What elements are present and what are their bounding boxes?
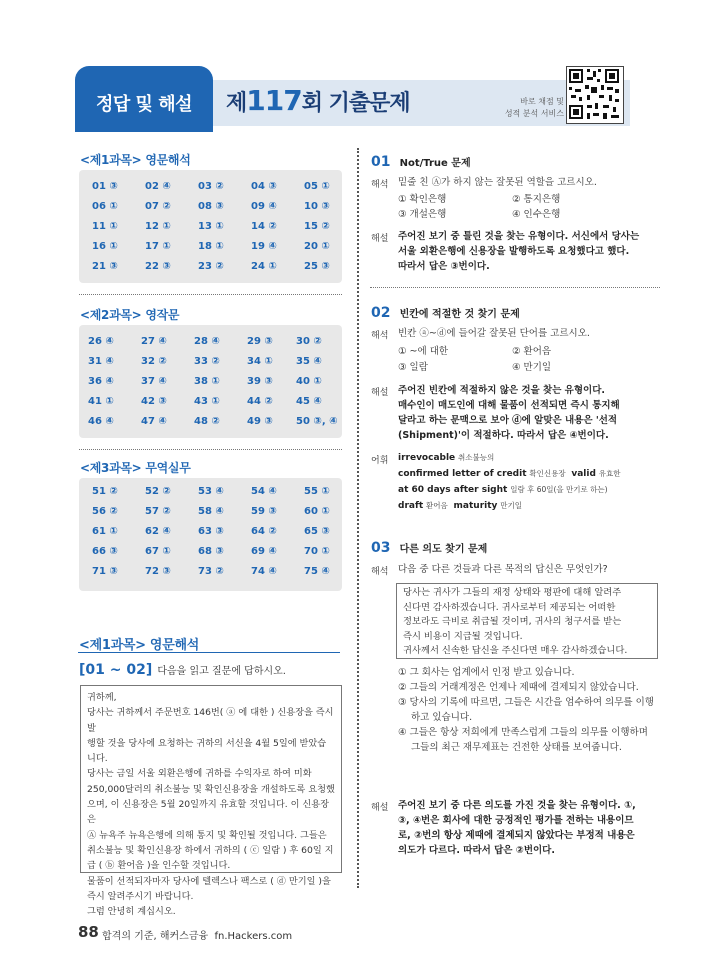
answer-cell: 22 ③ [145, 261, 171, 272]
section-divider [79, 449, 342, 450]
answer-cell: 04 ③ [251, 181, 277, 192]
answer-section-title-1: <제1과목> 영문해석 [80, 153, 191, 167]
q01-title: Not/True 문제 [399, 158, 471, 169]
answer-cell: 63 ③ [198, 526, 224, 537]
answer-cell: 03 ② [198, 181, 224, 192]
answer-cell: 74 ④ [251, 566, 277, 577]
header-tab-label: 정답 및 해설 [96, 94, 192, 115]
q03-option: ③ 당사의 기록에 따르면, 그들은 시간을 엄수하여 의무를 이행하고 있습니다. [398, 697, 654, 723]
answer-cell: 08 ③ [198, 201, 224, 212]
vocab-term: maturity [453, 501, 498, 511]
answer-cell: 62 ④ [145, 526, 171, 537]
q01-explanation [398, 229, 660, 274]
q03-option: ② 그들의 거래계정은 언제나 제때에 결제되지 않았습니다. [398, 682, 639, 693]
answer-cell: 30 ② [296, 336, 322, 347]
answer-cell: 23 ② [198, 261, 224, 272]
answer-cell: 71 ③ [92, 566, 118, 577]
answer-cell: 20 ① [304, 241, 330, 252]
q02-option: ① ~에 대한 [398, 346, 449, 357]
explanation-line: ③, ④번은 회사에 대한 긍정적인 평가를 전하는 내용이므 [398, 815, 634, 826]
section-divider [79, 294, 342, 295]
service-caption-line2: 성적 분석 서비스 [504, 109, 564, 118]
column-divider [357, 148, 359, 888]
q03-option: ① 그 회사는 업계에서 인정 받고 있습니다. [398, 667, 575, 678]
vocab-row [398, 466, 660, 482]
passage-line: Ⓐ 뉴욕주 뉴욕은행에 의해 통지 및 확인될 것입니다. 그들은 [87, 829, 327, 841]
answer-cell: 65 ③ [304, 526, 330, 537]
answer-cell: 49 ③ [247, 416, 273, 427]
exam-title [226, 84, 410, 117]
answer-cell: 11 ① [92, 221, 118, 232]
answer-cell: 18 ① [198, 241, 224, 252]
answer-cell: 54 ④ [251, 486, 277, 497]
passage-line: 즉시 알려주시기 바랍니다. [87, 890, 194, 902]
vocab-meaning: 환어음 [426, 501, 448, 510]
q03-quote-box [396, 583, 658, 659]
quote-line: 귀사께서 신속한 답신을 주신다면 매우 감사하겠습니다. [403, 645, 628, 656]
q02-explanation [398, 383, 660, 443]
q03-option: ④ 그들은 항상 저희에게 만족스럽게 그들의 의무를 이행하며 그들의 최근 재무제표는 건전한 상태를 보여줍니다. [398, 727, 648, 753]
passage-line: 귀하께, [87, 692, 117, 703]
qr-code-icon[interactable] [566, 66, 624, 124]
answer-cell: 61 ① [92, 526, 118, 537]
answer-cell: 55 ① [304, 486, 330, 497]
answer-cell: 58 ④ [198, 506, 224, 517]
answer-cell: 37 ④ [141, 376, 167, 387]
passage-line: 그럼 안녕히 계십시오. [87, 906, 176, 918]
answer-cell: 59 ③ [251, 506, 277, 517]
answer-cell: 66 ③ [92, 546, 118, 557]
passage-line: 당사는 금일 서울 외환은행에 귀하를 수익자로 하여 미화 [87, 768, 312, 780]
passage-box [80, 685, 342, 918]
answer-cell: 09 ④ [251, 201, 277, 212]
quote-line: 당사는 귀사가 그들의 재정 상태와 평판에 대해 알려주 [403, 587, 622, 598]
q01-interp-label: 해석 [371, 180, 389, 190]
explanation-line: 주어진 보기 중 다른 의도를 가진 것을 찾는 유형이다. ①, [398, 800, 636, 811]
vocab-term: confirmed letter of credit [398, 469, 527, 479]
answer-cell: 40 ① [296, 376, 322, 387]
answer-cell: 33 ② [194, 356, 220, 367]
explanation-line: 의도가 다르다. 따라서 답은 ②번이다. [398, 845, 555, 856]
q01-option: ③ 개설은행 [398, 209, 447, 220]
answer-cell: 50 ③, ④ [296, 416, 338, 427]
answer-cell: 16 ① [92, 241, 118, 252]
vocab-meaning: 확인신용장 [529, 469, 566, 478]
section-underline [78, 652, 340, 653]
header-tab [75, 66, 213, 132]
answer-cell: 24 ① [251, 261, 277, 272]
answer-cell: 60 ① [304, 506, 330, 517]
q01-option: ② 통지은행 [512, 194, 561, 205]
q02-number: 02 [371, 305, 391, 321]
quote-line: 신다면 감사하겠습니다. 귀사로부터 제공되는 어떠한 [403, 601, 616, 613]
passage-line: 취소불능 및 확인신용장 하에서 귀하의 ( ⓒ 일람 ) 후 60일 지 [87, 844, 334, 856]
answer-cell: 15 ② [304, 221, 330, 232]
answer-cell: 14 ② [251, 221, 277, 232]
vocab-term: irrevocable [398, 453, 456, 463]
q01-expl-label: 해설 [371, 234, 389, 244]
q02-interp-label: 해석 [371, 331, 389, 341]
answer-cell: 10 ③ [304, 201, 330, 212]
answer-cell: 75 ④ [304, 566, 330, 577]
vocab-meaning: 취소불능의 [458, 453, 495, 462]
q01-question: 밑줄 친 Ⓐ가 하지 않는 잘못된 역할을 고르시오. [398, 177, 597, 188]
explanation-line: (Shipment)'이 적절하다. 따라서 답은 ④번이다. [398, 430, 609, 441]
explanation-line: 서울 외환은행에 신용장을 발행하도록 요청했다고 했다. [398, 246, 630, 257]
q03-options [398, 665, 660, 755]
q02-vocab [398, 450, 660, 514]
answer-cell: 05 ① [304, 181, 330, 192]
answer-cell: 06 ① [92, 201, 118, 212]
q03-question: 다음 중 다른 것들과 다른 목적의 답신은 무엇인가? [398, 564, 608, 575]
quote-line: 즉시 비용이 지급될 것입니다. [403, 630, 523, 642]
answer-cell: 57 ② [145, 506, 171, 517]
passage-section-title: <제1과목> 영문해석 [79, 638, 199, 653]
answer-cell: 53 ④ [198, 486, 224, 497]
quote-line: 정보라도 극비로 취급될 것이며, 귀사의 청구서를 받는 [403, 616, 622, 627]
answer-cell: 12 ① [145, 221, 171, 232]
answer-cell: 02 ④ [145, 181, 171, 192]
answer-cell: 56 ② [92, 506, 118, 517]
q01-option: ④ 인수은행 [512, 209, 561, 220]
vocab-row [398, 482, 660, 498]
answer-cell: 21 ③ [92, 261, 118, 272]
answer-cell: 67 ① [145, 546, 171, 557]
q02-expl-label: 해설 [371, 388, 389, 398]
answer-cell: 32 ② [141, 356, 167, 367]
footer-url[interactable]: fn.Hackers.com [214, 931, 293, 942]
passage-line: 물품이 선적되자마자 당사에 텔렉스나 팩스로 ( ⓓ 만기일 )을 [87, 875, 331, 887]
title-prefix: 제 [226, 91, 247, 116]
passage-line: 급 ( ⓑ 환어음 )을 인수할 것입니다. [87, 860, 231, 872]
vocab-meaning: 일람 후 60일(을 만기로 하는) [510, 485, 608, 494]
title-suffix: 회 기출문제 [301, 91, 410, 116]
question-range-header [79, 659, 286, 678]
answer-cell: 29 ③ [247, 336, 273, 347]
answer-cell: 13 ① [198, 221, 224, 232]
answer-cell: 35 ④ [296, 356, 322, 367]
vocab-term: at 60 days after sight [398, 485, 508, 495]
answer-cell: 72 ③ [145, 566, 171, 577]
answer-cell: 51 ② [92, 486, 118, 497]
explanation-line: 주어진 빈칸에 적절하지 않은 것을 찾는 유형이다. [398, 385, 605, 396]
footer-slogan: 합격의 기준, 해커스금융 [102, 931, 209, 942]
passage-line: 당사는 귀하께서 주문번호 146번( ⓐ 에 대한 ) 신용장을 즉시 발 [87, 707, 334, 734]
q03-interp-label: 해석 [371, 567, 389, 577]
answer-cell: 41 ① [88, 396, 114, 407]
title-number: 117 [246, 84, 302, 117]
answer-cell: 17 ① [145, 241, 171, 252]
q02-header [371, 302, 520, 321]
answer-cell: 70 ① [304, 546, 330, 557]
page-number: 88 [78, 923, 99, 941]
explanation-line: 따라서 답은 ③번이다. [398, 261, 490, 272]
q03-header [371, 537, 487, 556]
answer-cell: 46 ④ [88, 416, 114, 427]
q02-vocab-label: 어휘 [371, 456, 389, 466]
passage-line: 으며, 이 신용장은 5월 20일까지 유효할 것입니다. 이 신용장은 [87, 799, 329, 826]
answer-cell: 64 ② [251, 526, 277, 537]
answer-grid-2 [79, 325, 342, 438]
explanation-line: 매수인이 매도인에 대해 물품이 선적되면 즉시 통지해 [398, 400, 620, 411]
q02-option: ③ 일람 [398, 362, 428, 373]
q03-expl-label: 해설 [371, 803, 389, 813]
answer-section-title-2: <제2과목> 영작문 [80, 308, 180, 322]
q02-option: ② 환어음 [512, 346, 552, 357]
vocab-term: draft [398, 501, 424, 511]
answer-cell: 28 ④ [194, 336, 220, 347]
q01-number: 01 [371, 154, 391, 170]
answer-cell: 34 ① [247, 356, 273, 367]
answer-cell: 45 ④ [296, 396, 322, 407]
q01-header [371, 151, 471, 170]
footer-text [102, 927, 292, 942]
explanation-line: 로, ②번의 항상 제때에 결제되지 않았다는 부정적 내용은 [398, 830, 635, 841]
answer-cell: 43 ① [194, 396, 220, 407]
service-caption [492, 96, 564, 120]
question-range: [01 ~ 02] [79, 662, 153, 678]
answer-cell: 01 ③ [92, 181, 118, 192]
answer-cell: 68 ③ [198, 546, 224, 557]
vocab-meaning: 만기일 [500, 501, 523, 510]
answer-grid-1 [79, 170, 342, 283]
answer-cell: 26 ④ [88, 336, 114, 347]
question-range-desc: 다음을 읽고 질문에 답하시오. [157, 666, 286, 677]
answer-cell: 73 ② [198, 566, 224, 577]
answer-cell: 52 ② [145, 486, 171, 497]
explanation-line: 달라고 하는 문맥으로 보아 ⓓ에 알맞은 내용은 '선적 [398, 415, 618, 426]
answer-cell: 19 ④ [251, 241, 277, 252]
q02-question: 빈칸 ⓐ~ⓓ에 들어갈 잘못된 단어를 고르시오. [398, 328, 590, 339]
answer-cell: 27 ④ [141, 336, 167, 347]
q03-explanation [398, 798, 663, 858]
question-divider [370, 287, 660, 288]
answer-section-title-3: <제3과목> 무역실무 [80, 461, 191, 475]
answer-grid-3 [79, 478, 342, 591]
answer-cell: 47 ④ [141, 416, 167, 427]
q02-option: ④ 만기일 [512, 362, 552, 373]
passage-line: 행할 것을 당사에 요청하는 귀하의 서신을 4월 5일에 받았습니다. [87, 737, 327, 765]
answer-cell: 31 ④ [88, 356, 114, 367]
q03-number: 03 [371, 540, 391, 556]
vocab-row [398, 498, 660, 514]
answer-cell: 07 ② [145, 201, 171, 212]
answer-cell: 48 ② [194, 416, 220, 427]
answer-cell: 39 ③ [247, 376, 273, 387]
passage-line: 250,000달러의 취소불능 및 확인신용장을 개설하도록 요청했 [87, 783, 335, 795]
answer-cell: 36 ④ [88, 376, 114, 387]
answer-cell: 38 ① [194, 376, 220, 387]
vocab-term: valid [571, 469, 596, 479]
explanation-line: 주어진 보기 중 틀린 것을 찾는 유형이다. 서신에서 당사는 [398, 231, 640, 242]
q01-option: ① 확인은행 [398, 194, 447, 205]
answer-cell: 44 ② [247, 396, 273, 407]
vocab-meaning: 유효한 [598, 469, 621, 478]
vocab-row [398, 450, 660, 466]
q03-title: 다른 의도 찾기 문제 [399, 544, 488, 555]
answer-cell: 25 ③ [304, 261, 330, 272]
answer-cell: 42 ③ [141, 396, 167, 407]
service-caption-line1: 바로 채점 및 [520, 97, 564, 106]
q02-title: 빈칸에 적절한 것 찾기 문제 [399, 309, 520, 320]
answer-cell: 69 ④ [251, 546, 277, 557]
